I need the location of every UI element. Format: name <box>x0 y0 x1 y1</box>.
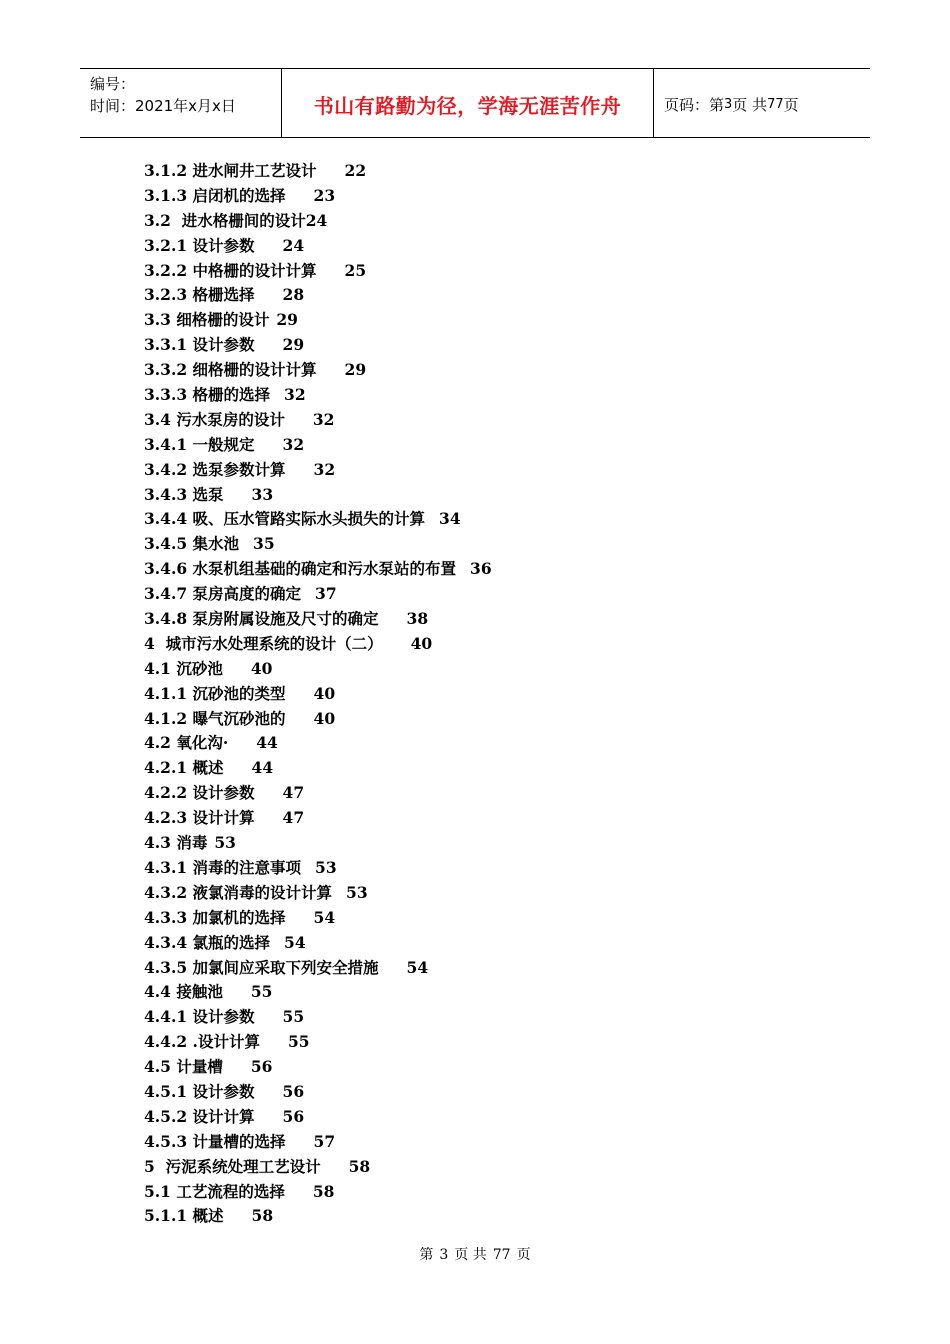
toc-entry-title: 4.3.3 加氯机的选择 <box>144 907 286 927</box>
toc-entry-title: 4.2 氧化沟· <box>144 733 229 753</box>
toc-entry-page: 32 <box>282 434 305 454</box>
toc-entry <box>144 707 764 732</box>
toc-entry <box>144 259 764 284</box>
toc-entry-page: 23 <box>313 185 336 205</box>
header-code-label: 编号： <box>90 75 136 93</box>
toc-entry-title: 4.4.2 .设计计算 <box>144 1032 260 1052</box>
toc-entry-title: 3.2.3 格栅选择 <box>144 285 255 305</box>
toc-entry <box>144 433 764 458</box>
toc-entry-title: 4.3.5 加氯间应采取下列安全措施 <box>144 957 379 977</box>
toc-entry <box>144 1030 764 1055</box>
toc-entry-title: 3.1.2 进水闸井工艺设计 <box>144 161 317 180</box>
toc-entry <box>144 806 764 831</box>
toc-entry-page: 56 <box>282 1106 305 1126</box>
toc-entry-page: 47 <box>282 808 305 828</box>
toc-entry-page: 29 <box>276 310 298 330</box>
footer-page-total: 77 <box>492 1247 511 1263</box>
toc-entry <box>144 184 764 209</box>
header-page-suffix: 页 <box>783 95 799 114</box>
toc-entry <box>144 931 764 956</box>
toc-entry-page: 32 <box>284 385 306 405</box>
table-of-contents <box>144 159 764 1229</box>
toc-entry-title: 5 污泥系统处理工艺设计 <box>144 1156 321 1176</box>
header-motto-cell <box>281 69 654 137</box>
toc-entry-page: 34 <box>439 509 461 529</box>
toc-entry-page: 56 <box>250 1057 273 1077</box>
toc-entry-page: 24 <box>282 235 305 255</box>
toc-entry-page: 40 <box>313 683 336 703</box>
toc-entry-page: 44 <box>251 758 274 778</box>
toc-entry-page: 58 <box>348 1156 371 1176</box>
toc-entry-title: 3.4.3 选泵 <box>144 484 224 504</box>
toc-entry <box>144 956 764 981</box>
toc-entry-page: 55 <box>287 1032 310 1052</box>
toc-entry <box>144 507 764 532</box>
toc-entry-title: 3.2 进水格栅间的设计 <box>144 210 306 230</box>
toc-entry-page: 47 <box>282 783 305 803</box>
header-page-mid: 页 共 <box>732 95 768 114</box>
toc-entry-title: 4.1.2 曝气沉砂池的 <box>144 708 286 728</box>
toc-entry <box>144 781 764 806</box>
toc-entry-title: 3.3 细格栅的设计 <box>144 310 270 330</box>
toc-entry-title: 4.3.4 氯瓶的选择 <box>144 932 271 952</box>
toc-entry-page: 24 <box>305 210 328 230</box>
toc-entry-title: 3.4.5 集水池 <box>144 534 240 554</box>
toc-entry <box>144 682 764 707</box>
toc-entry-title: 4.1.1 沉砂池的类型 <box>144 683 286 703</box>
toc-entry-page: 40 <box>313 708 336 728</box>
toc-entry <box>144 458 764 483</box>
toc-entry-title: 3.2.1 设计参数 <box>144 235 255 255</box>
toc-entry <box>144 756 764 781</box>
toc-entry-page: 29 <box>344 360 367 380</box>
toc-entry-title: 4.5 计量槽 <box>144 1057 223 1077</box>
toc-entry-page: 55 <box>282 1007 305 1027</box>
toc-entry <box>144 582 764 607</box>
toc-entry-page: 35 <box>253 534 275 554</box>
header-motto: 书山有路勤为径，学海无涯苦作舟 <box>313 93 622 118</box>
toc-entry-title: 3.4.2 选泵参数计算 <box>144 459 286 479</box>
toc-entry-title: 3.4.6 水泵机组基础的确定和污水泵站的布置 <box>144 559 457 579</box>
toc-entry-title: 3.4.8 泵房附属设施及尺寸的确定 <box>144 609 379 629</box>
footer-prefix: 第 <box>419 1247 434 1263</box>
toc-entry-page: 53 <box>315 857 337 877</box>
toc-entry-title: 4.5.2 设计计算 <box>144 1106 255 1126</box>
toc-entry-page: 32 <box>312 409 335 429</box>
toc-entry-page: 58 <box>312 1181 335 1201</box>
toc-entry-page: 55 <box>250 982 273 1002</box>
footer-page-current: 3 <box>439 1247 449 1263</box>
toc-entry-page: 33 <box>251 484 274 504</box>
toc-entry-page: 40 <box>410 633 433 653</box>
toc-entry-title: 3.4.1 一般规定 <box>144 434 255 454</box>
toc-entry-title: 3.3.1 设计参数 <box>144 335 255 355</box>
toc-entry <box>144 632 764 657</box>
toc-entry <box>144 483 764 508</box>
toc-entry-title: 4.1 沉砂池 <box>144 658 223 678</box>
header-meta-cell <box>80 69 281 137</box>
page-footer <box>0 1244 950 1264</box>
toc-entry-page: 54 <box>406 957 429 977</box>
toc-entry-title: 4.5.1 设计参数 <box>144 1081 255 1101</box>
toc-entry-title: 4.3.2 液氯消毒的设计计算 <box>144 882 333 902</box>
toc-entry <box>144 607 764 632</box>
toc-entry-page: 32 <box>313 459 336 479</box>
footer-suffix: 页 <box>516 1247 531 1263</box>
toc-entry <box>144 159 764 184</box>
footer-mid: 页 共 <box>454 1247 487 1263</box>
toc-entry-page: 54 <box>313 907 336 927</box>
toc-entry-page: 29 <box>282 335 305 355</box>
toc-entry-title: 5.1 工艺流程的选择 <box>144 1181 285 1201</box>
toc-entry <box>144 1155 764 1180</box>
toc-entry <box>144 1204 764 1229</box>
toc-entry-page: 53 <box>346 882 368 902</box>
toc-entry <box>144 532 764 557</box>
toc-entry-title: 3.4.4 吸、压水管路实际水头损失的计算 <box>144 509 426 529</box>
toc-entry <box>144 234 764 259</box>
toc-entry <box>144 1180 764 1205</box>
toc-entry-title: 5.1.1 概述 <box>144 1206 224 1226</box>
page-header <box>80 68 870 138</box>
toc-entry <box>144 557 764 582</box>
toc-entry-title: 4 城市污水处理系统的设计（二） <box>144 633 383 653</box>
toc-entry-title: 3.3.3 格栅的选择 <box>144 385 271 405</box>
toc-entry-title: 4.5.3 计量槽的选择 <box>144 1131 286 1151</box>
header-page-total: 77 <box>767 96 784 112</box>
toc-entry-title: 3.4.7 泵房高度的确定 <box>144 584 302 604</box>
toc-entry-title: 4.4 接触池 <box>144 982 223 1002</box>
toc-entry <box>144 1080 764 1105</box>
toc-entry-title: 4.2.3 设计计算 <box>144 808 255 828</box>
toc-entry <box>144 358 764 383</box>
header-page-prefix: 页码：第 <box>664 95 725 114</box>
toc-entry <box>144 283 764 308</box>
toc-entry-title: 4.2.1 概述 <box>144 758 224 778</box>
toc-entry <box>144 1130 764 1155</box>
toc-entry-page: 37 <box>315 584 337 604</box>
toc-entry-title: 4.4.1 设计参数 <box>144 1007 255 1027</box>
toc-entry-title: 4.2.2 设计参数 <box>144 783 255 803</box>
toc-entry <box>144 856 764 881</box>
toc-entry <box>144 383 764 408</box>
toc-entry <box>144 333 764 358</box>
toc-entry-page: 38 <box>406 609 429 629</box>
toc-entry-title: 4.3 消毒 <box>144 833 208 853</box>
toc-entry <box>144 209 764 234</box>
toc-entry-page: 44 <box>256 733 278 753</box>
toc-entry <box>144 881 764 906</box>
toc-entry-title: 3.3.2 细格栅的设计计算 <box>144 360 317 380</box>
toc-entry-page: 57 <box>313 1131 336 1151</box>
toc-entry-page: 40 <box>250 658 273 678</box>
toc-entry-page: 28 <box>282 285 305 305</box>
toc-entry-page: 22 <box>344 161 367 180</box>
toc-entry <box>144 1005 764 1030</box>
header-page-cell <box>654 69 870 137</box>
toc-entry <box>144 831 764 856</box>
toc-entry <box>144 906 764 931</box>
toc-entry <box>144 731 764 756</box>
toc-entry-page: 25 <box>344 260 367 280</box>
toc-entry-page: 56 <box>282 1081 305 1101</box>
toc-entry <box>144 308 764 333</box>
toc-entry <box>144 408 764 433</box>
toc-entry <box>144 657 764 682</box>
toc-entry-page: 53 <box>214 833 236 853</box>
toc-entry-title: 3.1.3 启闭机的选择 <box>144 185 286 205</box>
toc-entry-page: 36 <box>470 559 492 579</box>
toc-entry-title: 3.2.2 中格栅的设计计算 <box>144 260 317 280</box>
toc-entry <box>144 1055 764 1080</box>
header-time-label: 时间：2021年x月x日 <box>90 97 236 115</box>
toc-entry <box>144 1105 764 1130</box>
toc-entry-page: 54 <box>284 932 306 952</box>
toc-entry-title: 3.4 污水泵房的设计 <box>144 409 285 429</box>
header-page-current: 3 <box>724 96 733 112</box>
toc-entry <box>144 980 764 1005</box>
toc-entry-page: 58 <box>251 1206 274 1226</box>
toc-entry-title: 4.3.1 消毒的注意事项 <box>144 857 302 877</box>
